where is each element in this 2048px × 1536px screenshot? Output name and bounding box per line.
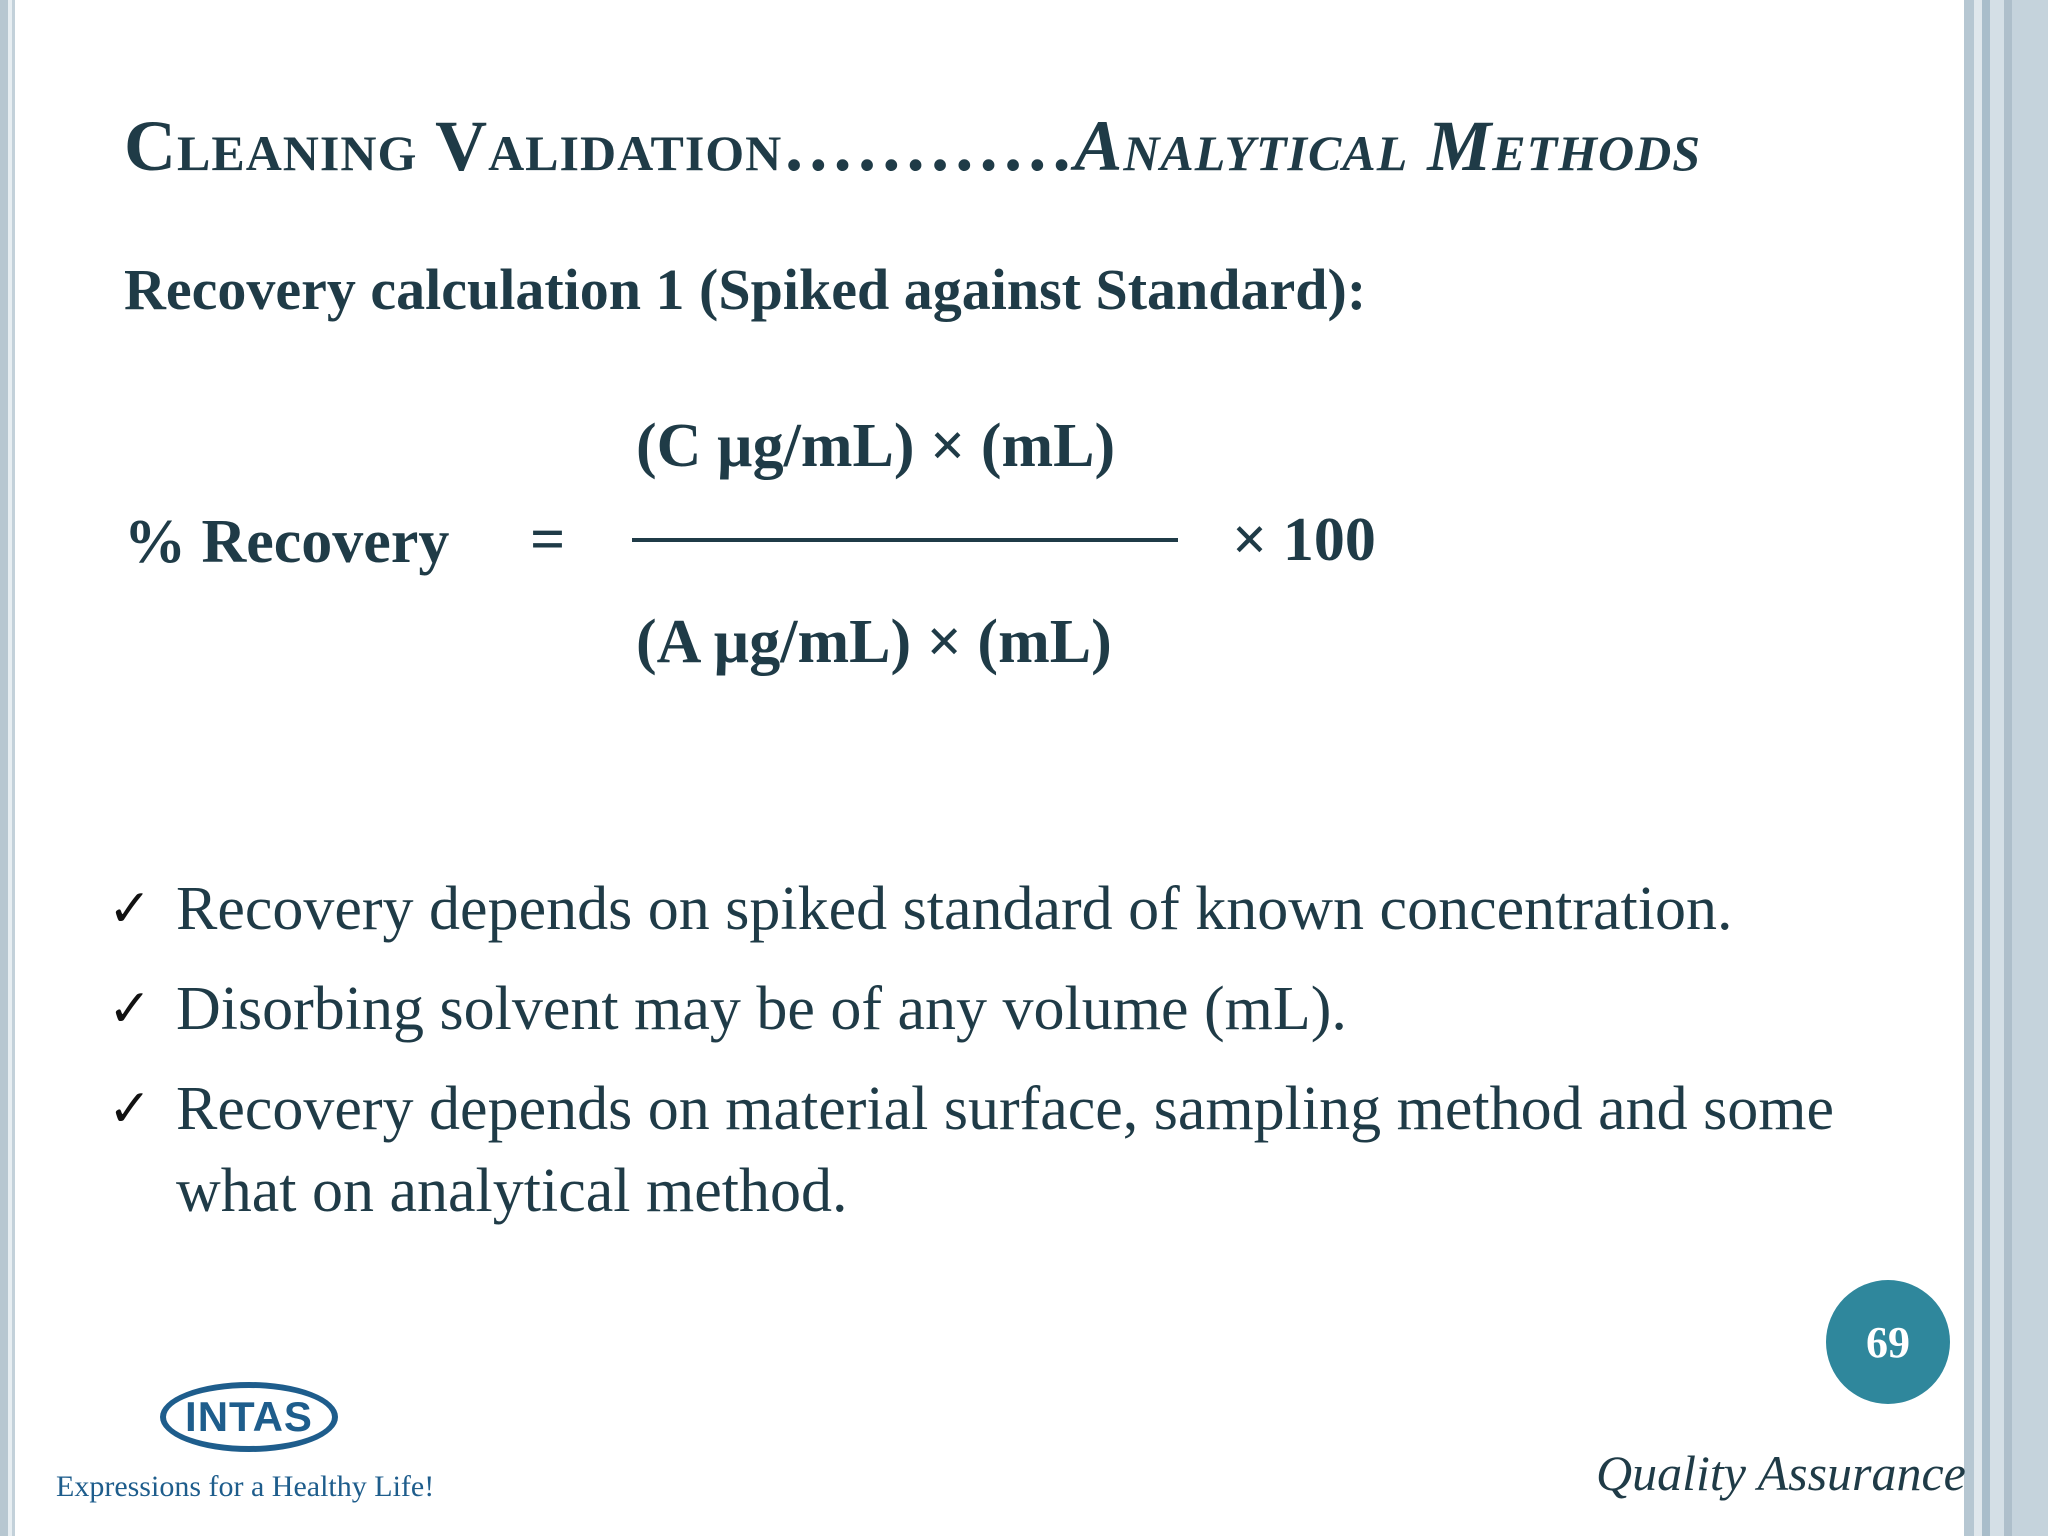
bullet-list [104, 868, 1884, 1250]
left-border-decoration [0, 0, 22, 1536]
company-logo [56, 1378, 466, 1518]
bullet-text: Recovery depends on material surface, sampling method and some what on analytical method. [176, 1075, 1834, 1225]
formula-numerator: (C µg/mL) × (mL) [636, 412, 1116, 480]
footer-section-label: Quality Assurance [1596, 1445, 1966, 1501]
formula-multiplier: × 100 [1232, 506, 1376, 574]
slide-title [124, 96, 1884, 196]
formula-lhs: % Recovery [124, 508, 450, 576]
logo-tagline: Expressions for a Healthy Life! [56, 1470, 435, 1503]
logo-wordmark: INTAS [160, 1382, 338, 1452]
checkmark-icon: ✓ [108, 879, 152, 939]
title-sub: Analytical Methods [1074, 106, 1702, 186]
list-item [104, 868, 1884, 950]
right-border-decoration [1960, 0, 2048, 1536]
list-item [104, 1068, 1884, 1232]
bullet-text: Recovery depends on spiked standard of known concentration. [176, 875, 1733, 943]
page-number-badge: 69 [1826, 1280, 1950, 1404]
checkmark-icon: ✓ [108, 1079, 152, 1139]
bullet-text: Disorbing solvent may be of any volume (mL). [176, 975, 1347, 1043]
checkmark-icon: ✓ [108, 979, 152, 1039]
formula-denominator: (A µg/mL) × (mL) [636, 608, 1112, 676]
fraction-bar [632, 538, 1178, 542]
list-item [104, 968, 1884, 1050]
slide-subtitle: Recovery calculation 1 (Spiked against Standard): [124, 257, 1367, 322]
formula-equals: = [530, 506, 566, 574]
title-main: Cleaning Validation………… [124, 106, 1075, 186]
